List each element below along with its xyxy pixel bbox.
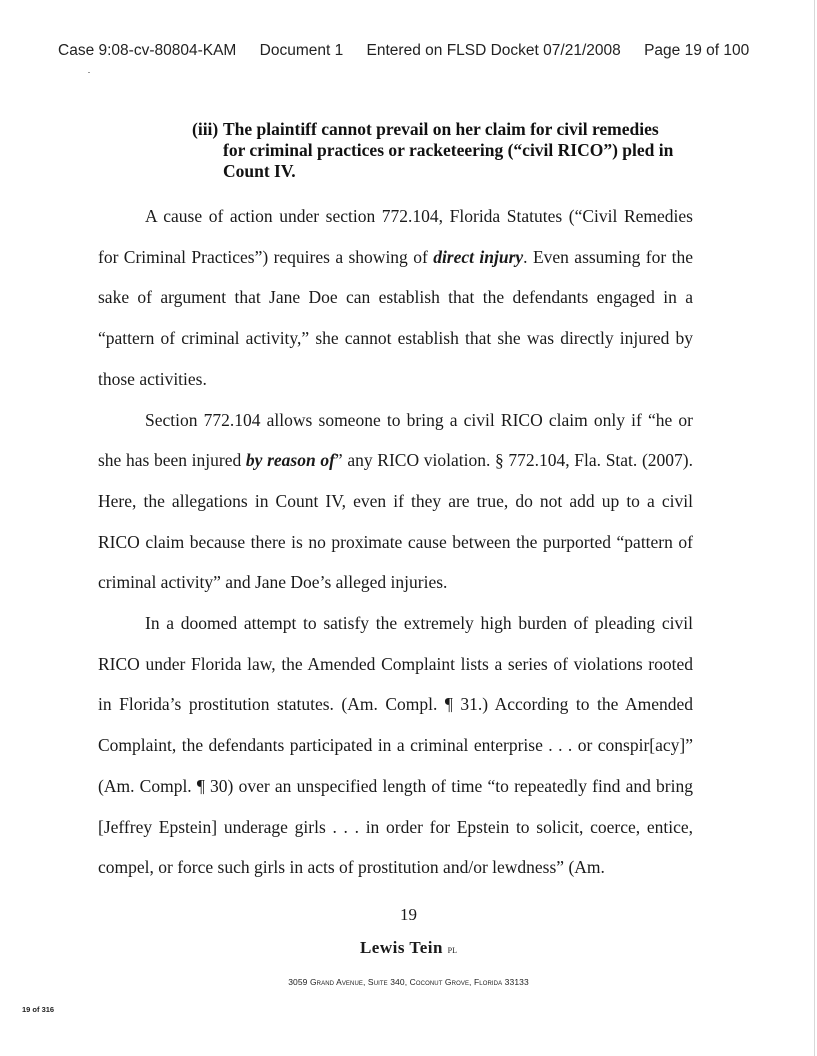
page-edge-line [814, 0, 815, 1056]
docket-header [58, 42, 758, 60]
case-number: Case 9:08-cv-80804-KAM [58, 42, 237, 59]
docket-entry: Entered on FLSD Docket 07/21/2008 [366, 42, 621, 59]
firm-logo-name: Lewis Tein [359, 938, 443, 957]
paragraph-2 [98, 400, 693, 604]
paragraph-1-text-a: A cause of action under section 772.104, Florida Statutes (“Civil Remedies for Criminal Practices”) requires a showing of [98, 206, 693, 267]
paragraph-3: In a doomed attempt to satisfy the extremely high burden of pleading civil RICO under Florida law, the Amended Complaint lists a series of violations rooted in Florida’s prostitution statutes. (Am. Compl. ¶ 31.) According to the Amended Complaint, the defendants participated in a criminal enterprise . . . or conspir[acy]” (Am. Compl. ¶ 30) over an unspecified length of time “to repeatedly find and bring [Jeffrey Epstein] underage girls . . . in order for Epstein to solicit, coerce, entice, compel, or force such girls in acts of prostitution and/or lewdness” (Am. [98, 613, 693, 878]
firm-logo [0, 938, 817, 958]
heading-line-2: for criminal practices or racketeering (“civil RICO”) pled in [223, 140, 674, 160]
paragraph-2-emphasis: by reason of [245, 450, 335, 471]
paragraph-2-text-b: ” any RICO violation. § 772.104, Fla. Stat. (2007). Here, the allegations in Count IV, even if they are true, do not add up to a civil RICO claim because there is no proximate cause between the purported “pattern of criminal activity” and Jane Doe’s alleged injuries. [98, 450, 693, 593]
body-text [98, 196, 693, 888]
scan-mark [88, 72, 90, 73]
paragraph-2-text-a: Section 772.104 allows someone to bring a civil RICO claim only if “he or she has been injured [98, 409, 693, 471]
docket-page: Page 19 of 100 [644, 42, 750, 59]
firm-logo-suffix: PL [447, 946, 458, 955]
firm-address: 3059 Grand Avenue, Suite 340, Coconut Grove, Florida 33133 [288, 977, 529, 987]
bates-stamp: 19 of 316 [22, 1005, 55, 1014]
heading-line-1: The plaintiff cannot prevail on her claim for civil remedies [223, 119, 659, 139]
paragraph-1-text-b: . Even assuming for the sake of argument that Jane Doe can establish that the defendants engaged in a “pattern of criminal activity,” she cannot establish that she was directly injured by those activities. [98, 246, 693, 389]
paragraph-1-emphasis: direct injury [433, 246, 524, 267]
section-heading [192, 119, 712, 182]
heading-line-3: Count IV. [223, 161, 296, 181]
paragraph-1 [98, 196, 693, 400]
heading-number: (iii) [192, 119, 219, 139]
document-number: Document 1 [259, 42, 344, 59]
page-number: 19 [400, 905, 417, 924]
